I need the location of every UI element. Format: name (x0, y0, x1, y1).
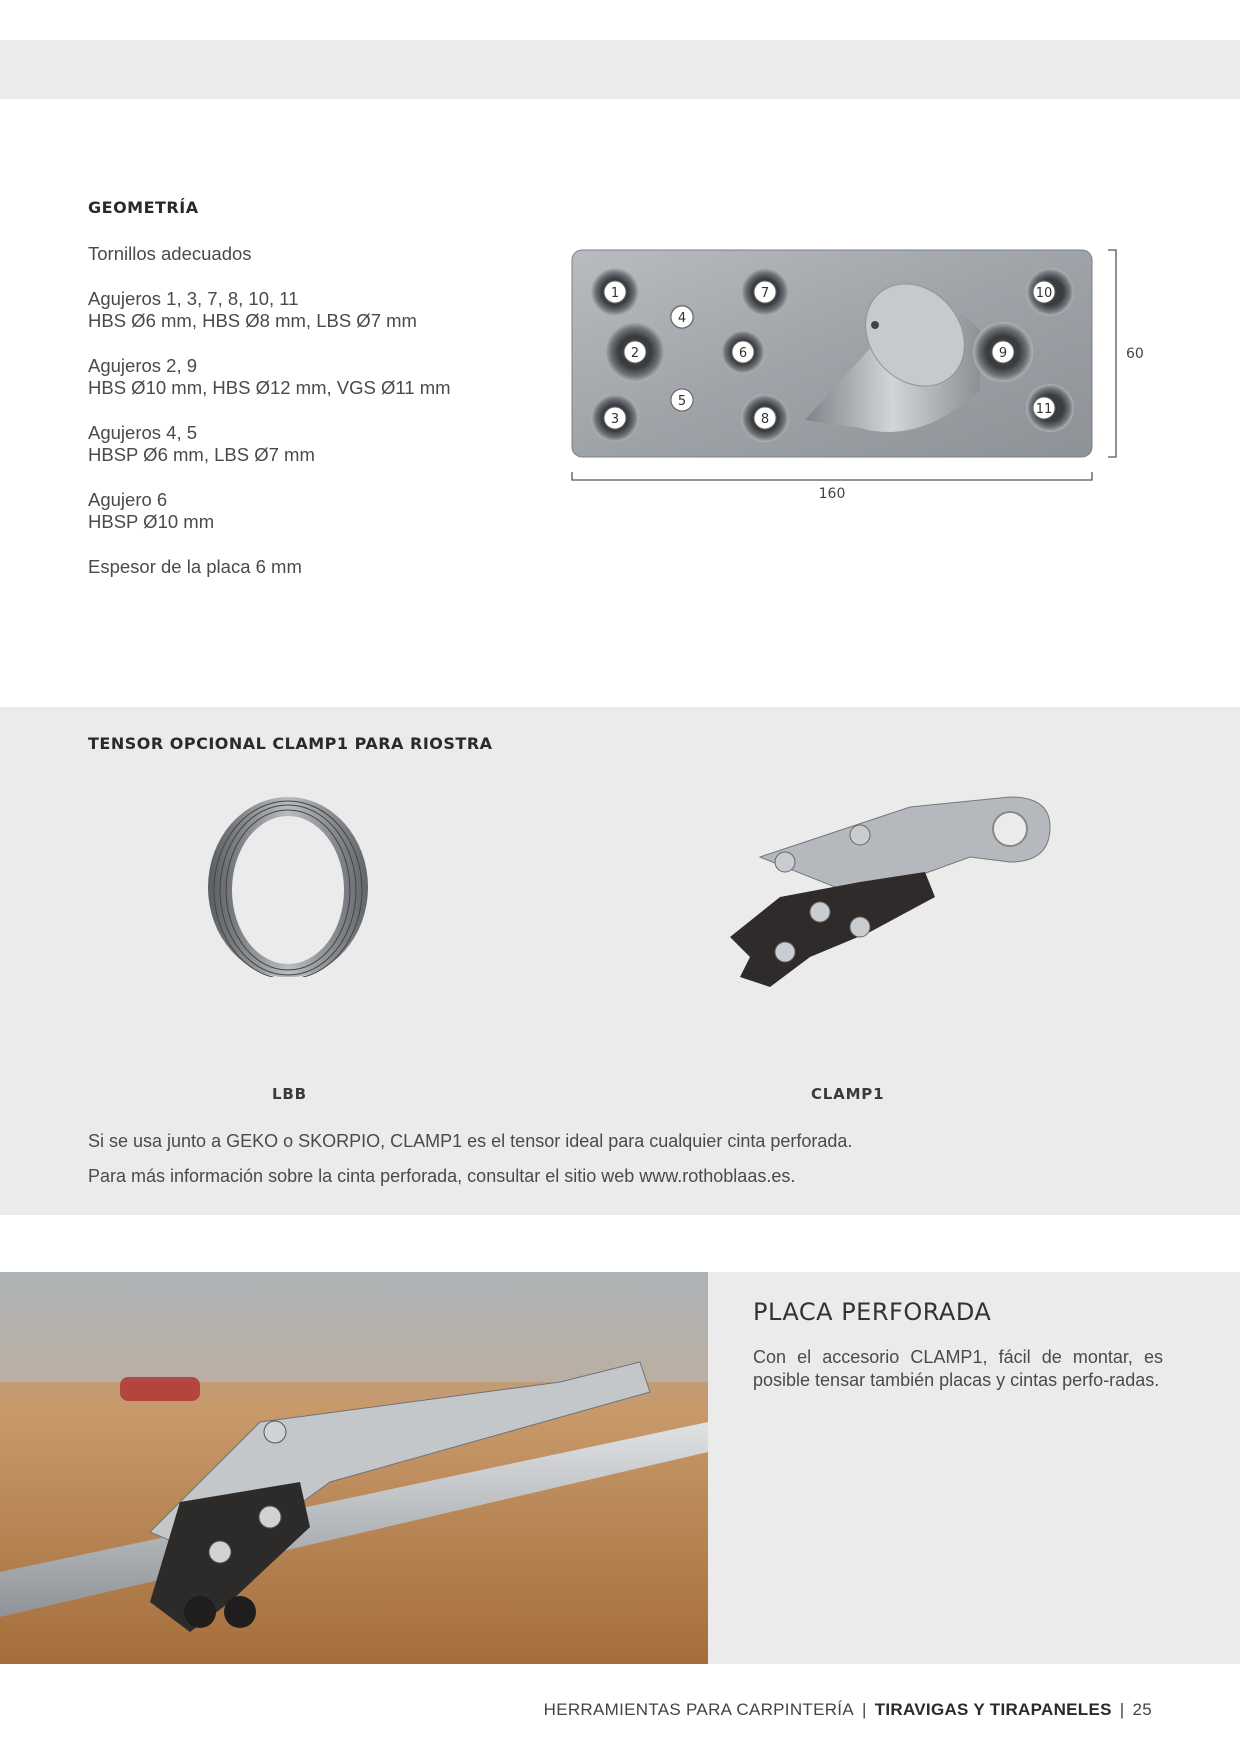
geometry-line: Agujeros 2, 9 (88, 354, 198, 376)
hole-label: 3 (610, 412, 620, 427)
clamp1-image (710, 787, 1070, 987)
hole-label: 9 (998, 346, 1008, 361)
page-footer (544, 1700, 1152, 1720)
geometry-line: HBS Ø6 mm, HBS Ø8 mm, LBS Ø7 mm (88, 310, 417, 331)
geometry-line: HBSP Ø10 mm (88, 511, 215, 532)
footer-section: HERRAMIENTAS PARA CARPINTERÍA (543, 1700, 854, 1719)
page-number: 25 (1132, 1700, 1152, 1719)
geometry-block (88, 556, 548, 579)
clamp1-label: CLAMP1 (811, 1085, 885, 1103)
hole-label: 10 (1035, 286, 1053, 301)
footer-separator: | (861, 1700, 867, 1719)
clamp-in-use-photo (0, 1272, 708, 1664)
geometry-block (88, 288, 548, 333)
geometry-line: Tornillos adecuados (88, 243, 252, 264)
plate-drawing (560, 240, 1160, 510)
clamp-heading: TENSOR OPCIONAL CLAMP1 PARA RIOSTRA (88, 734, 493, 753)
geometry-block (88, 355, 548, 400)
geometry-line: Agujero 6 (88, 488, 168, 510)
hole-label: 6 (738, 346, 748, 361)
footer-chapter: TIRAVIGAS Y TIRAPANELES (874, 1700, 1112, 1719)
hole-label: 4 (677, 311, 687, 326)
clamp-note: Si se usa junto a GEKO o SKORPIO, CLAMP1 es el tensor ideal para cualquier cinta perforada. (88, 1131, 853, 1151)
placa-perforada-box (708, 1272, 1240, 1664)
geometry-line: Espesor de la placa 6 mm (88, 555, 302, 577)
dimension-height-label: 60 (1126, 346, 1144, 362)
hole-label: 7 (760, 286, 770, 301)
hole-label: 8 (760, 412, 770, 427)
geometry-line: Agujeros 1, 3, 7, 8, 10, 11 (88, 287, 299, 309)
geometry-heading: GEOMETRÍA (88, 198, 199, 217)
lbb-coil-image (190, 797, 390, 977)
clamp-section (0, 707, 1240, 1215)
geometry-block (88, 489, 548, 534)
header-band (0, 40, 1240, 99)
dimension-width-label: 160 (818, 486, 846, 502)
geometry-line: HBS Ø10 mm, HBS Ø12 mm, VGS Ø11 mm (88, 377, 451, 398)
geometry-line: Agujeros 4, 5 (88, 421, 198, 443)
hole-label: 2 (630, 346, 640, 361)
dimension-width (572, 472, 1092, 480)
clamp-note: Para más información sobre la cinta perforada, consultar el sitio web www.rothoblaas.es. (88, 1166, 796, 1186)
dimension-height (1108, 250, 1116, 457)
placa-description: Con el accesorio CLAMP1, fácil de montar, es posible tensar también placas y cintas perfo-radas. (753, 1347, 1163, 1390)
lbb-label: LBB (272, 1085, 307, 1103)
hole-label: 5 (677, 394, 687, 409)
geometry-block (88, 243, 548, 266)
geometry-block (88, 422, 548, 467)
geometry-line: HBSP Ø6 mm, LBS Ø7 mm (88, 444, 315, 465)
geometry-list (88, 243, 548, 600)
hole-label: 11 (1035, 402, 1053, 417)
footer-separator: | (1119, 1700, 1125, 1719)
placa-title: PLACA PERFORADA (753, 1298, 992, 1326)
hole-label: 1 (610, 286, 620, 301)
